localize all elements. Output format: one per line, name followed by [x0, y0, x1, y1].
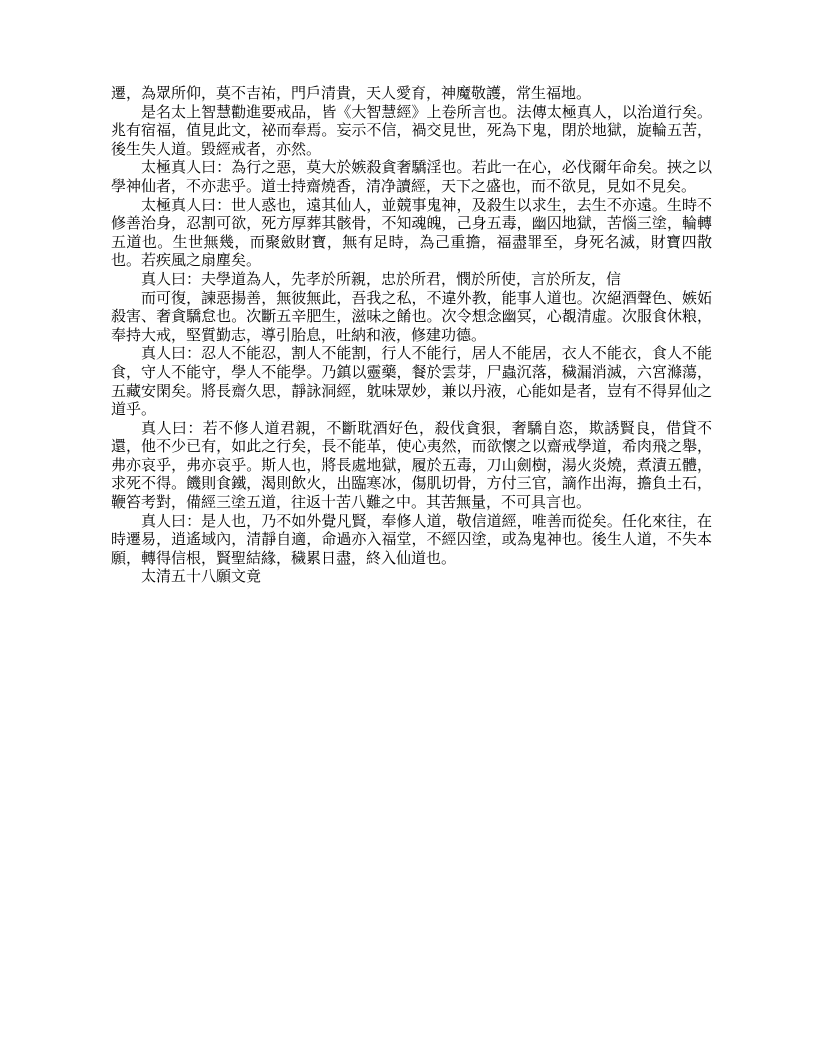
paragraph-taiji-zhenren-1: 太極真人曰：為行之惡，莫大於嫉殺貪奢驕淫也。若此一在心，必伐爾年命矣。挾之以學神仙者，不亦悲乎。道士持齋燒香，清净讀經，天下之盛也，而不欲見，見如不見矣。 — [111, 160, 712, 195]
paragraph-zhenren-1-continued: 而可復，諫惡揚善，無彼無此，吾我之私，不違外教，能事人道也。次絕酒聲色、嫉妬殺害、奢貪驕怠也。次斷五辛肥生，滋味之餚也。次令想念幽冥，心覩清虛。次服食休粮，奉持大戒，堅質勤志，導引胎息，吐納和液，修建功德。 — [111, 290, 712, 344]
scripture-text-block — [111, 85, 712, 587]
closing-line: 太清五十八願文竟 — [141, 569, 262, 586]
paragraph-zhenren-4: 真人曰：是人也，乃不如外覺凡賢，奉修人道，敬信道經，唯善而從矣。任化來往，在時遷易，逍遙域內，清靜自適，命過亦入福堂，不經囚塗，或為鬼神也。後生人道，不失本願，轉得信根，賢聖結緣，穢累日盡，終入仙道也。 — [111, 513, 712, 567]
paragraph-zhenren-1: 真人曰：夫學道為人，先孝於所親，忠於所君，憫於所使，言於所友，信 — [141, 271, 622, 288]
paragraph-zhenren-3: 真人曰：若不修人道君親，不斷耽酒好色，殺伐貪狠，奢驕自恣，欺誘賢良，借貸不還，他不少已有，如此之行矣，長不能革，使心夷然，而欲懷之以齋戒學道，希肉飛之舉，弗亦哀乎，弗亦哀乎。斯人也，將長處地獄，履於五毒，刀山劍樹，湯火炎燒，煮漬五體，求死不得。饑則食鐵，渴則飲火，出臨寒冰，傷肌切骨，方付三官，謫作出海，擔負土石，鞭笞考對，備經三塗五道，往返十苦八難之中。其苦無量，不可具言也。 — [111, 420, 712, 512]
paragraph-zhenren-2: 真人曰：忍人不能忍，割人不能割，行人不能行，居人不能居，衣人不能衣，食人不能食，守人不能守，學人不能學。乃鎮以靈藥，餐於雲芽，尸蟲沉落，穢漏消滅，六宮滌蕩，五藏安閑矣。將長齋久思，靜詠洞經，躭味眾妙，兼以丹液，心能如是者，豈有不得昇仙之道乎。 — [111, 346, 712, 419]
paragraph-summary: 是名太上智慧勸進要戒品，皆《大智慧經》上卷所言也。法傳太極真人，以治道行矣。兆有宿福，值見此文，祕而奉焉。妄示不信，禍交見世，死為下鬼，閉於地獄，旋輪五苦，後生失人道。毀經戒者，亦然。 — [111, 104, 712, 158]
paragraph-taiji-zhenren-2: 太極真人曰：世人惑也，遠其仙人，並競事鬼神，及殺生以求生，去生不亦遠。生時不修善治身，忍割可欲，死方厚葬其骸骨，不知魂魄，己身五毒，幽囚地獄，苦惱三塗，輪轉五道也。生世無幾，而聚斂財寶，無有足時，為己重擔，福盡罪至，身死名滅，財寶四散也。若疾風之扇塵矣。 — [111, 197, 712, 270]
paragraph-continuation: 遷，為眾所仰，莫不吉祐，門戶清貴，天人愛育，神魔敬護，常生福地。 — [111, 86, 592, 102]
